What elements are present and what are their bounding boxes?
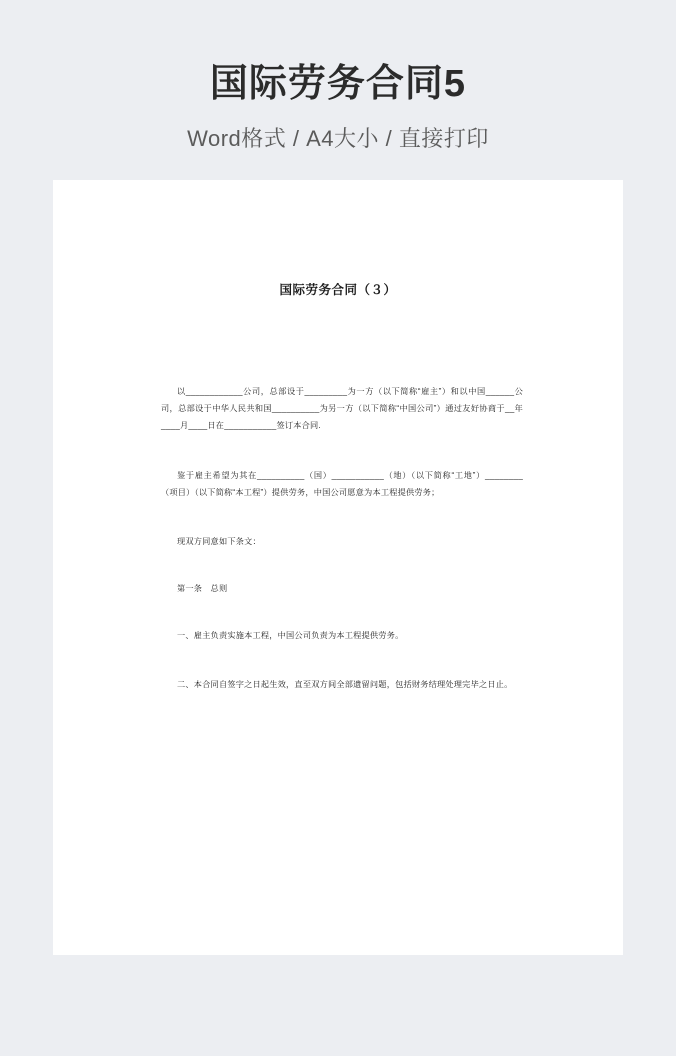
paragraph-spacer	[161, 645, 523, 677]
page-subtitle: Word格式 / A4大小 / 直接打印	[187, 125, 489, 151]
document-paragraph: 以____________公司，总部设于_________为一方（以下简称“雇主”）和以中国______公司，总部设于中华人民共和国__________为另一方（以下简称“中国公司”）通过友好协商于__年____月____日在___________签订本合同.	[161, 387, 523, 430]
document-paragraph: 一、雇主负责实施本工程，中国公司负责为本工程提供劳务。	[177, 630, 404, 640]
page-title: 国际劳务合同5	[209, 63, 467, 105]
paragraph-spacer	[161, 434, 523, 468]
document-paragraph: 鉴于雇主希望为其在__________（国）___________（地）（以下简称“工地”）________（项目）（以下简称“本工程”）提供劳务，中国公司愿意为本工程提供劳务；	[161, 471, 523, 498]
document-sheet	[53, 180, 623, 955]
document-body	[53, 384, 623, 693]
document-title: 国际劳务合同（３）	[279, 283, 397, 297]
preview-header	[0, 0, 676, 153]
paragraph-spacer	[161, 551, 523, 581]
document-section-heading: 第一条 总则	[177, 583, 228, 593]
paragraph-spacer	[161, 502, 523, 534]
paragraph-spacer	[161, 598, 523, 628]
document-paragraph: 二、本合同自签字之日起生效，直至双方间全部遗留问题，包括财务结理处理完毕之日止。	[177, 679, 513, 689]
document-paragraph: 现双方同意如下条文：	[177, 537, 261, 547]
